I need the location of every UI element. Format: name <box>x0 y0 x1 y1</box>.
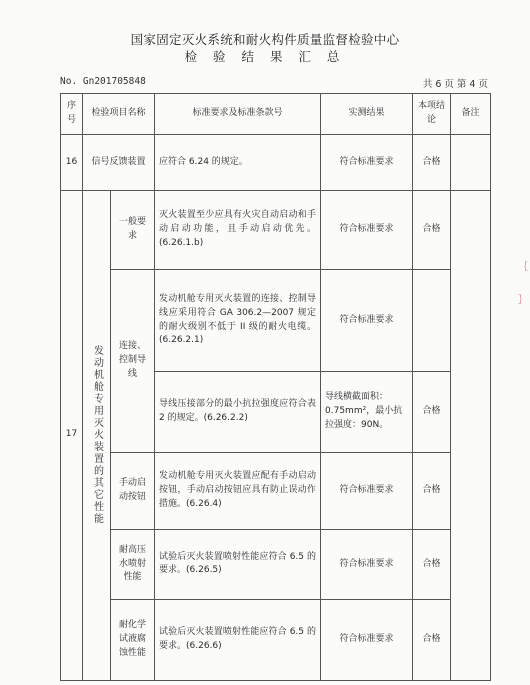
sub-item-name: 连接、控制导线 <box>111 270 155 453</box>
sub-item-conclusion: 合格 <box>413 371 451 453</box>
header-result: 实测结果 <box>321 94 413 135</box>
sub-item-standard: 试验后灭火装置喷射性能应符合 6.5 的要求。(6.26.5) <box>155 529 321 600</box>
report-title: 国家固定灭火系统和耐火构件质量监督检验中心 <box>130 32 400 47</box>
sub-item-result: 导线横截面积：0.75mm²，最小抗拉强度：90N。 <box>321 371 413 453</box>
row17-remark <box>451 190 491 680</box>
table-row <box>61 453 491 529</box>
row16-remark <box>451 135 491 191</box>
sub-item-conclusion: 合格 <box>413 453 451 529</box>
row17-group-cell <box>83 190 111 680</box>
row16-seq: 16 <box>61 135 83 191</box>
sub-item-conclusion: 合格 <box>413 529 451 600</box>
sub-item-result: 符合标准要求 <box>321 600 413 681</box>
row16-result: 符合标准要求 <box>321 135 413 191</box>
sub-item-name: 一般要求 <box>111 190 155 270</box>
row17-group: 发动机舱专用灭火装置的其它性能 <box>91 345 103 526</box>
seal-mark: ｝ <box>518 295 528 306</box>
row16-item: 信号反馈装置 <box>83 135 155 191</box>
sub-item-name: 耐化学试液腐蚀性能 <box>111 600 155 681</box>
header-seq: 序号 <box>61 94 83 135</box>
report-subtitle: 检 验 结 果 汇 总 <box>184 49 346 64</box>
sub-item-conclusion: 合格 <box>413 190 451 270</box>
sub-item-standard: 发动机舱专用灭火装置应配有手动启动按钮，手动启动按钮应具有防止误动作措施。(6.26.4) <box>155 453 321 529</box>
table-row <box>61 600 491 681</box>
sub-item-name: 耐高压水喷射性能 <box>111 529 155 600</box>
page-indicator: 共 6 页 第 4 页 <box>422 79 488 90</box>
sub-item-result: 符合标准要求 <box>321 529 413 600</box>
header-item: 检验项目名称 <box>83 94 155 135</box>
row16-conclusion: 合格 <box>413 135 451 191</box>
table-header-row <box>61 94 491 135</box>
header-conclusion: 本项结论 <box>413 94 451 135</box>
table-row <box>61 529 491 600</box>
results-table <box>60 93 491 681</box>
sub-item-standard: 试验后灭火装置喷射性能应符合 6.5 的要求。(6.26.6) <box>155 600 321 681</box>
row17-seq: 17 <box>61 190 83 680</box>
header-remark: 备注 <box>451 94 491 135</box>
report-number: No. Gn201705848 <box>60 76 146 87</box>
sub-item-conclusion <box>413 270 451 371</box>
sub-item-result: 符合标准要求 <box>321 453 413 529</box>
seal-mark: ｛ <box>518 262 528 273</box>
seal-edge <box>516 258 530 338</box>
sub-item-conclusion: 合格 <box>413 600 451 681</box>
sub-item-result: 符合标准要求 <box>321 270 413 371</box>
header-standard: 标准要求及标准条款号 <box>155 94 321 135</box>
sub-item-standard: 导线压接部分的最小抗拉强度应符合表 2 的规定。(6.26.2.2) <box>155 371 321 453</box>
sub-item-standard: 发动机舱专用灭火装置的连接、控制导线应采用符合 GA 306.2—2007 规定的耐火级别不低于 II 级的耐火电缆。(6.26.2.1) <box>155 270 321 371</box>
row16-standard: 应符合 6.24 的规定。 <box>155 135 321 191</box>
sub-item-result: 符合标准要求 <box>321 190 413 270</box>
sub-item-name: 手动启动按钮 <box>111 453 155 529</box>
table-row <box>61 135 491 191</box>
table-row <box>61 190 491 270</box>
table-row <box>61 270 491 371</box>
sub-item-standard: 灭火装置至少应具有火灾自动启动和手动启动功能，且手动启动优先。(6.26.1.b) <box>155 190 321 270</box>
